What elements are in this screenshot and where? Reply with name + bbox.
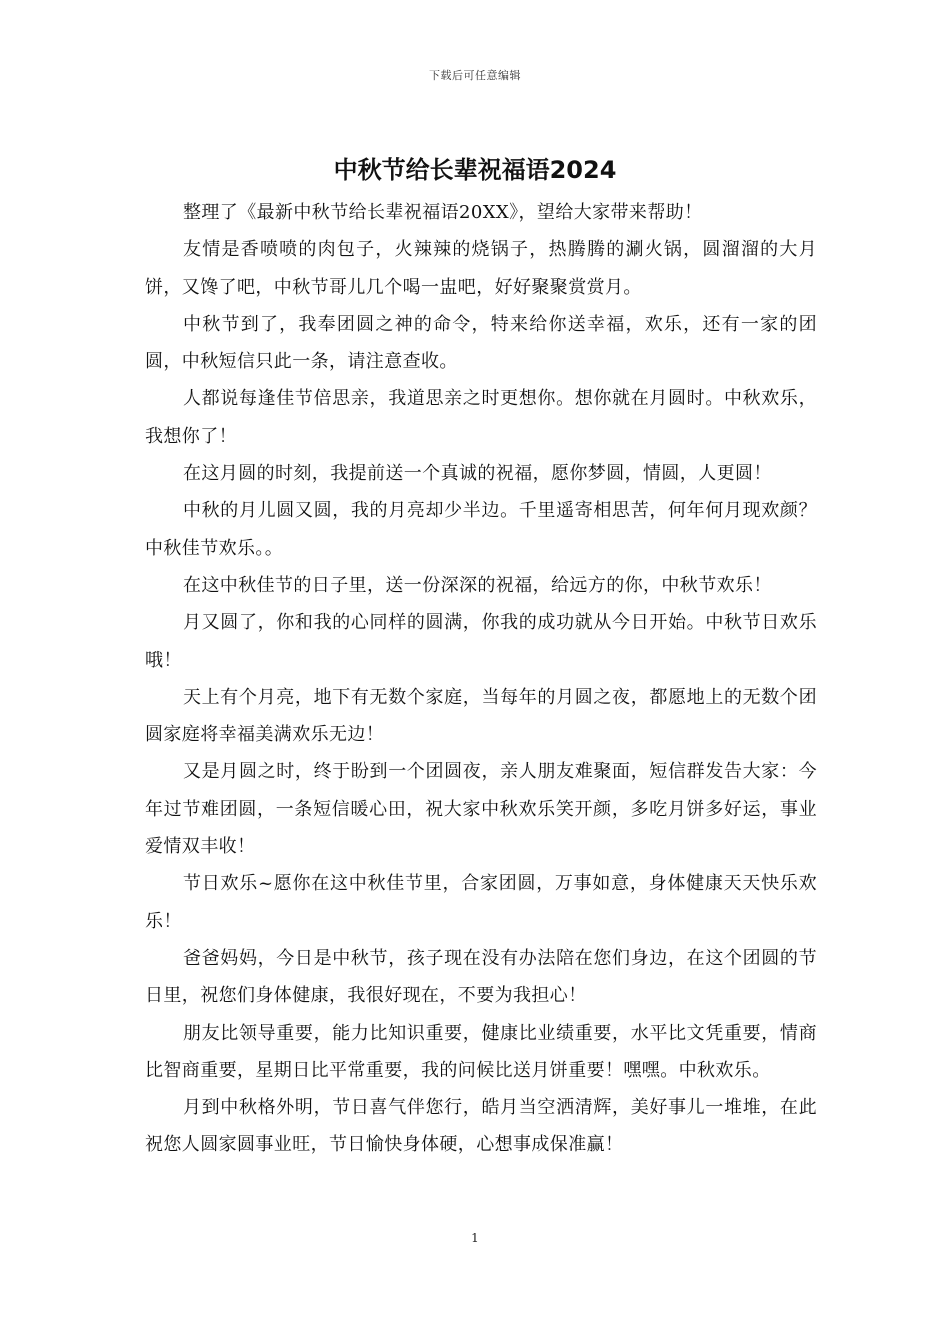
page-number: 1 <box>471 1231 479 1245</box>
paragraph: 人都说每逢佳节倍思亲，我道思亲之时更想你。想你就在月圆时。中秋欢乐，我想你了！ <box>145 388 817 447</box>
paragraph: 中秋的月儿圆又圆，我的月亮却少半边。千里遥寄相思苦，何年何月现欢颜？中秋佳节欢乐。。 <box>145 500 817 559</box>
paragraph: 节日欢乐~愿你在这中秋佳节里，合家团圆，万事如意，身体健康天天快乐欢乐！ <box>145 873 817 932</box>
paragraph: 中秋节到了，我奉团圆之神的命令，特来给你送幸福，欢乐，还有一家的团圆，中秋短信只此一条，请注意查收。 <box>145 313 817 373</box>
paragraph: 在这中秋佳节的日子里，送一份深深的祝福，给远方的你，中秋节欢乐！ <box>183 574 772 596</box>
document-title: 中秋节给长辈祝福语2024 <box>333 156 617 184</box>
paragraph: 爸爸妈妈，今日是中秋节，孩子现在没有办法陪在您们身边，在这个团圆的节日里，祝您们身体健康，我很好现在，不要为我担心！ <box>145 947 817 1007</box>
header-note: 下载后可任意编辑 <box>429 69 521 82</box>
paragraph: 月又圆了，你和我的心同样的圆满，你我的成功就从今日开始。中秋节日欢乐哦！ <box>145 612 817 671</box>
paragraph: 天上有个月亮，地下有无数个家庭，当每年的月圆之夜，都愿地上的无数个团圆家庭将幸福美满欢乐无边！ <box>145 686 817 746</box>
document-body <box>145 194 817 1164</box>
paragraph: 在这月圆的时刻，我提前送一个真诚的祝福，愿你梦圆，情圆，人更圆！ <box>183 463 772 485</box>
paragraph: 朋友比领导重要，能力比知识重要，健康比业绩重要，水平比文凭重要，情商比智商重要，星期日比平常重要，我的问候比送月饼重要！嘿嘿。中秋欢乐。 <box>145 1022 817 1081</box>
paragraph: 友情是香喷喷的肉包子，火辣辣的烧锅子，热腾腾的涮火锅，圆溜溜的大月饼，又馋了吧，中秋节哥儿几个喝一盅吧，好好聚聚赏赏月。 <box>145 239 817 298</box>
paragraph: 月到中秋格外明，节日喜气伴您行，皓月当空洒清辉，美好事儿一堆堆，在此祝您人圆家圆事业旺，节日愉快身体硬，心想事成保准赢！ <box>145 1097 817 1156</box>
paragraph: 整理了《最新中秋节给长辈祝福语20XX》，望给大家带来帮助！ <box>183 202 703 223</box>
paragraph: 又是月圆之时，终于盼到一个团圆夜，亲人朋友难聚面，短信群发告大家：今年过节难团圆，一条短信暖心田，祝大家中秋欢乐笑开颜，多吃月饼多好运，事业爱情双丰收！ <box>145 761 817 858</box>
